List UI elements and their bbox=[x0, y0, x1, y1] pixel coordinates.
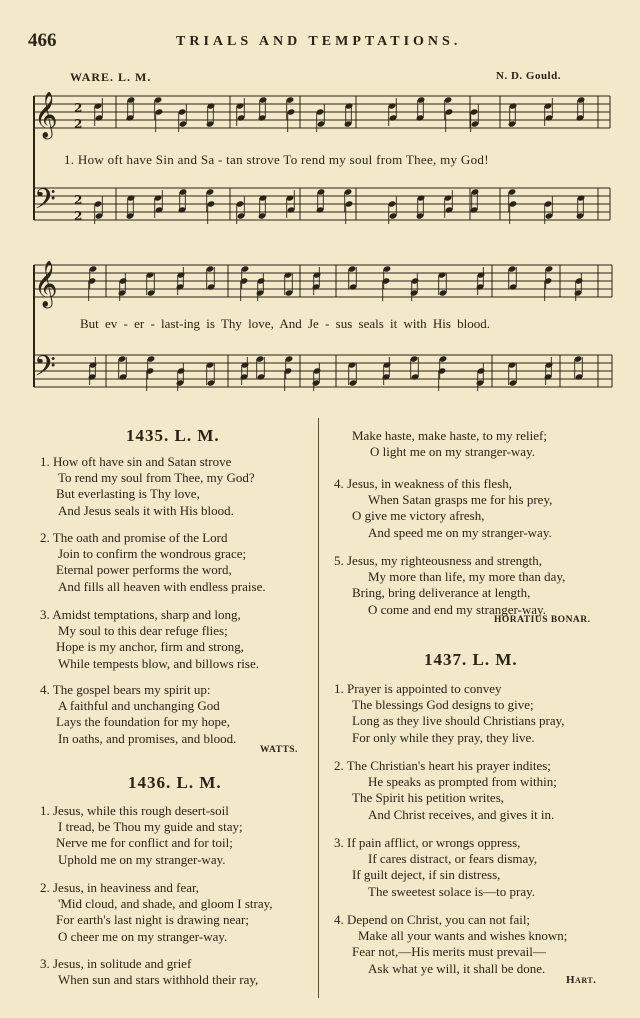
bass-clef: 𝄢 bbox=[34, 350, 56, 390]
page-number: 466 bbox=[28, 30, 57, 51]
verse-line: Uphold me on my stranger-way. bbox=[58, 851, 226, 867]
verse-line: A faithful and unchanging God bbox=[58, 698, 220, 714]
verse-line: And Christ receives, and gives it in. bbox=[368, 806, 555, 822]
lyric-line-1: 1. How oft have Sin and Sa - tan strove To rend my soul from Thee, my God! bbox=[64, 152, 489, 167]
verse-line: 'Mid cloud, and shade, and gloom I stray, bbox=[58, 896, 273, 912]
hymn-1435-author: WATTS. bbox=[260, 745, 298, 755]
verse-line: The sweetest solace is—to pray. bbox=[368, 883, 536, 899]
verse-line: Lays the foundation for my hope, bbox=[56, 714, 231, 730]
verse-line: 4. Depend on Christ, you can not fail; bbox=[334, 912, 531, 927]
hymn-1437-author: Hart. bbox=[566, 974, 597, 986]
verse-line: O light me on my stranger-way. bbox=[370, 444, 535, 460]
verse-line: 1. How oft have sin and Satan strove bbox=[40, 454, 232, 469]
hymn-1436-verse-1 bbox=[40, 803, 243, 868]
hymn-1437-heading: 1437. L. M. bbox=[424, 650, 518, 669]
hymn-1436-verse-5 bbox=[334, 553, 565, 618]
hymn-1436-verse-3a bbox=[40, 956, 258, 988]
verse-line: Nerve me for conflict and for toil; bbox=[56, 835, 233, 851]
hymn-1435-verse-1 bbox=[40, 454, 255, 519]
verse-line: But everlasting is Thy love, bbox=[56, 486, 200, 502]
column-divider bbox=[318, 418, 319, 998]
treble-clef: 𝄞 bbox=[34, 261, 58, 307]
hymn-1436-verse-2 bbox=[40, 880, 273, 945]
verse-line: Make haste, make haste, to my relief; bbox=[352, 428, 547, 443]
verse-line: 3. Jesus, in solitude and grief bbox=[40, 956, 192, 971]
hymn-1437-verse-1 bbox=[334, 681, 565, 746]
hymn-1437-verse-2 bbox=[334, 758, 557, 823]
verse-line: The blessings God designs to give; bbox=[352, 697, 534, 713]
hymn-1437-verse-4 bbox=[334, 912, 567, 977]
time-signature: 2 bbox=[74, 117, 83, 131]
verse-line: He speaks as prompted from within; bbox=[368, 774, 557, 790]
verse-line: Fear not,—His merits must prevail— bbox=[352, 944, 546, 960]
verse-line: I tread, be Thou my guide and stay; bbox=[58, 819, 243, 835]
hymn-1436-verse-3b bbox=[352, 428, 547, 460]
verse-line: 4. The gospel bears my spirit up: bbox=[40, 682, 211, 697]
verse-line: Hope is my anchor, firm and strong, bbox=[56, 639, 244, 655]
verse-line: 2. The oath and promise of the Lord bbox=[40, 530, 228, 545]
verse-line: If cares distract, or fears dismay, bbox=[368, 851, 538, 867]
time-signature: 2 bbox=[74, 193, 83, 207]
tune-name: WARE. L. M. bbox=[70, 70, 152, 84]
verse-line: Long as they live should Christians pray, bbox=[352, 713, 565, 729]
verse-line: To rend my soul from Thee, my God? bbox=[58, 470, 255, 486]
verse-line: For earth's last night is drawing near; bbox=[56, 912, 249, 928]
bass-clef: 𝄢 bbox=[34, 183, 56, 223]
composer-name: N. D. Gould. bbox=[496, 70, 561, 82]
hymn-1435-verse-4 bbox=[40, 682, 236, 747]
verse-line: When Satan grasps me for his prey, bbox=[368, 492, 553, 508]
time-signature: 2 bbox=[74, 101, 83, 115]
hymn-1436-author: HORATIUS BONAR. bbox=[494, 615, 591, 625]
verse-line: 3. If pain afflict, or wrongs oppress, bbox=[334, 835, 521, 850]
hymn-1435-heading: 1435. L. M. bbox=[126, 426, 220, 445]
verse-line: 2. The Christian's heart his prayer indites; bbox=[334, 758, 551, 773]
verse-line: 4. Jesus, in weakness of this flesh, bbox=[334, 476, 513, 491]
verse-line: And fills all heaven with endless praise. bbox=[58, 578, 266, 594]
verse-line: Eternal power performs the word, bbox=[56, 562, 232, 578]
hymn-1435-verse-2 bbox=[40, 530, 266, 595]
verse-line: Make all your wants and wishes known; bbox=[358, 928, 568, 944]
verse-line: O give me victory afresh, bbox=[352, 508, 485, 524]
verse-line: 3. Amidst temptations, sharp and long, bbox=[40, 607, 241, 622]
treble-clef: 𝄞 bbox=[34, 92, 58, 138]
verse-line: For only while they pray, they live. bbox=[352, 729, 535, 745]
verse-line: While tempests blow, and billows rise. bbox=[58, 655, 259, 671]
hymn-1435-verse-3 bbox=[40, 607, 259, 672]
verse-line: My more than life, my more than day, bbox=[368, 569, 566, 585]
hymn-1437-verse-3 bbox=[334, 835, 537, 900]
verse-line: In oaths, and promises, and blood. bbox=[58, 730, 237, 746]
time-signature: 2 bbox=[74, 209, 83, 223]
verse-line: And Jesus seals it with His blood. bbox=[58, 502, 234, 518]
music-score bbox=[0, 0, 640, 410]
verse-line: 1. Jesus, while this rough desert-soil bbox=[40, 803, 229, 818]
verse-line: And speed me on my stranger-way. bbox=[368, 524, 552, 540]
hymn-1436-heading: 1436. L. M. bbox=[128, 773, 222, 792]
verse-line: When sun and stars withhold their ray, bbox=[58, 972, 259, 988]
verse-line: 1. Prayer is appointed to convey bbox=[334, 681, 502, 696]
verse-line: If guilt deject, if sin distress, bbox=[352, 867, 501, 883]
lyric-line-2: But ev - er - last-ing is Thy love, And Je - sus seals it with His blood. bbox=[80, 316, 491, 331]
verse-line: Join to confirm the wondrous grace; bbox=[58, 546, 247, 562]
verse-line: My soul to this dear refuge flies; bbox=[58, 623, 228, 639]
verse-line: O come and end my stranger-way. bbox=[368, 601, 546, 617]
verse-line: Ask what ye will, it shall be done. bbox=[368, 960, 546, 976]
verse-line: Bring, bring deliverance at length, bbox=[352, 585, 531, 601]
hymn-1436-verse-4 bbox=[334, 476, 552, 541]
verse-line: O cheer me on my stranger-way. bbox=[58, 928, 228, 944]
verse-line: 2. Jesus, in heaviness and fear, bbox=[40, 880, 200, 895]
page-title: TRIALS AND TEMPTATIONS. bbox=[176, 34, 462, 49]
verse-line: The Spirit his petition writes, bbox=[352, 790, 505, 806]
verse-line: 5. Jesus, my righteousness and strength, bbox=[334, 553, 542, 568]
